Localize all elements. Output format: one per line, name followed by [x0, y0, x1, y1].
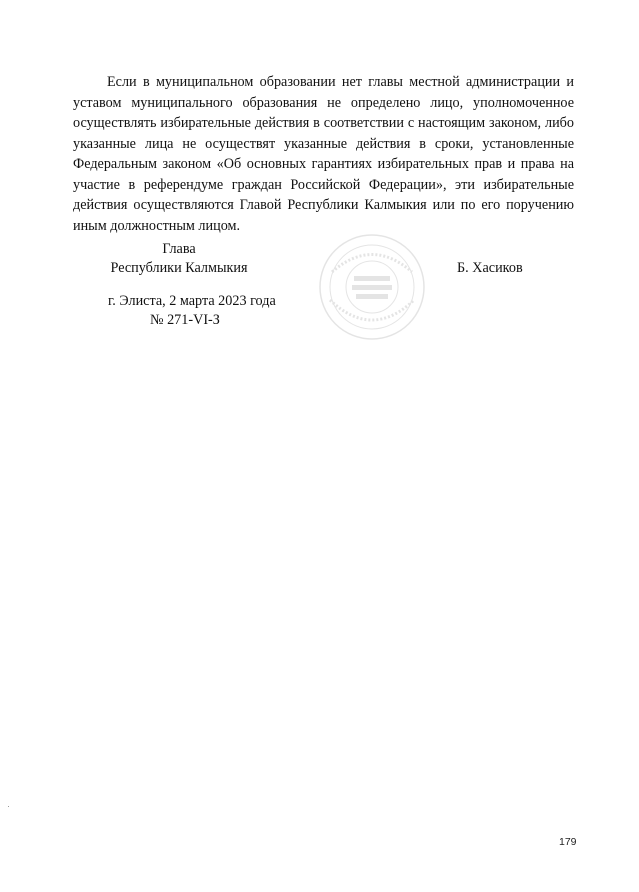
signatory-title-line2: Республики Калмыкия	[110, 260, 248, 276]
official-seal-icon	[312, 232, 432, 342]
signatory-name: Б. Хасиков	[457, 260, 523, 276]
signatory-title-line1: Глава	[162, 241, 196, 257]
body-paragraph: Если в муниципальном образовании нет главы местной администрации и уставом муниципального образования не определено лицо, уполномоченное осуществлять избирательные действия в соответствии с настоящим законом, либо указанные лица не осуществят указанные действия в сроки, установленные Федеральным законом «Об основных гарантиях избирательных прав и права на участие в референдуме граждан Российской Федерации», эти избирательные действия осуществляются Главой Республики Калмыкия или по его поручению иным должностным лицом.	[73, 74, 574, 234]
scan-speck	[8, 806, 9, 807]
law-number: № 271-VI-З	[150, 312, 220, 328]
signatory-title	[107, 240, 251, 278]
page-number: 179	[559, 836, 577, 848]
place-and-date: г. Элиста, 2 марта 2023 года	[108, 293, 276, 309]
